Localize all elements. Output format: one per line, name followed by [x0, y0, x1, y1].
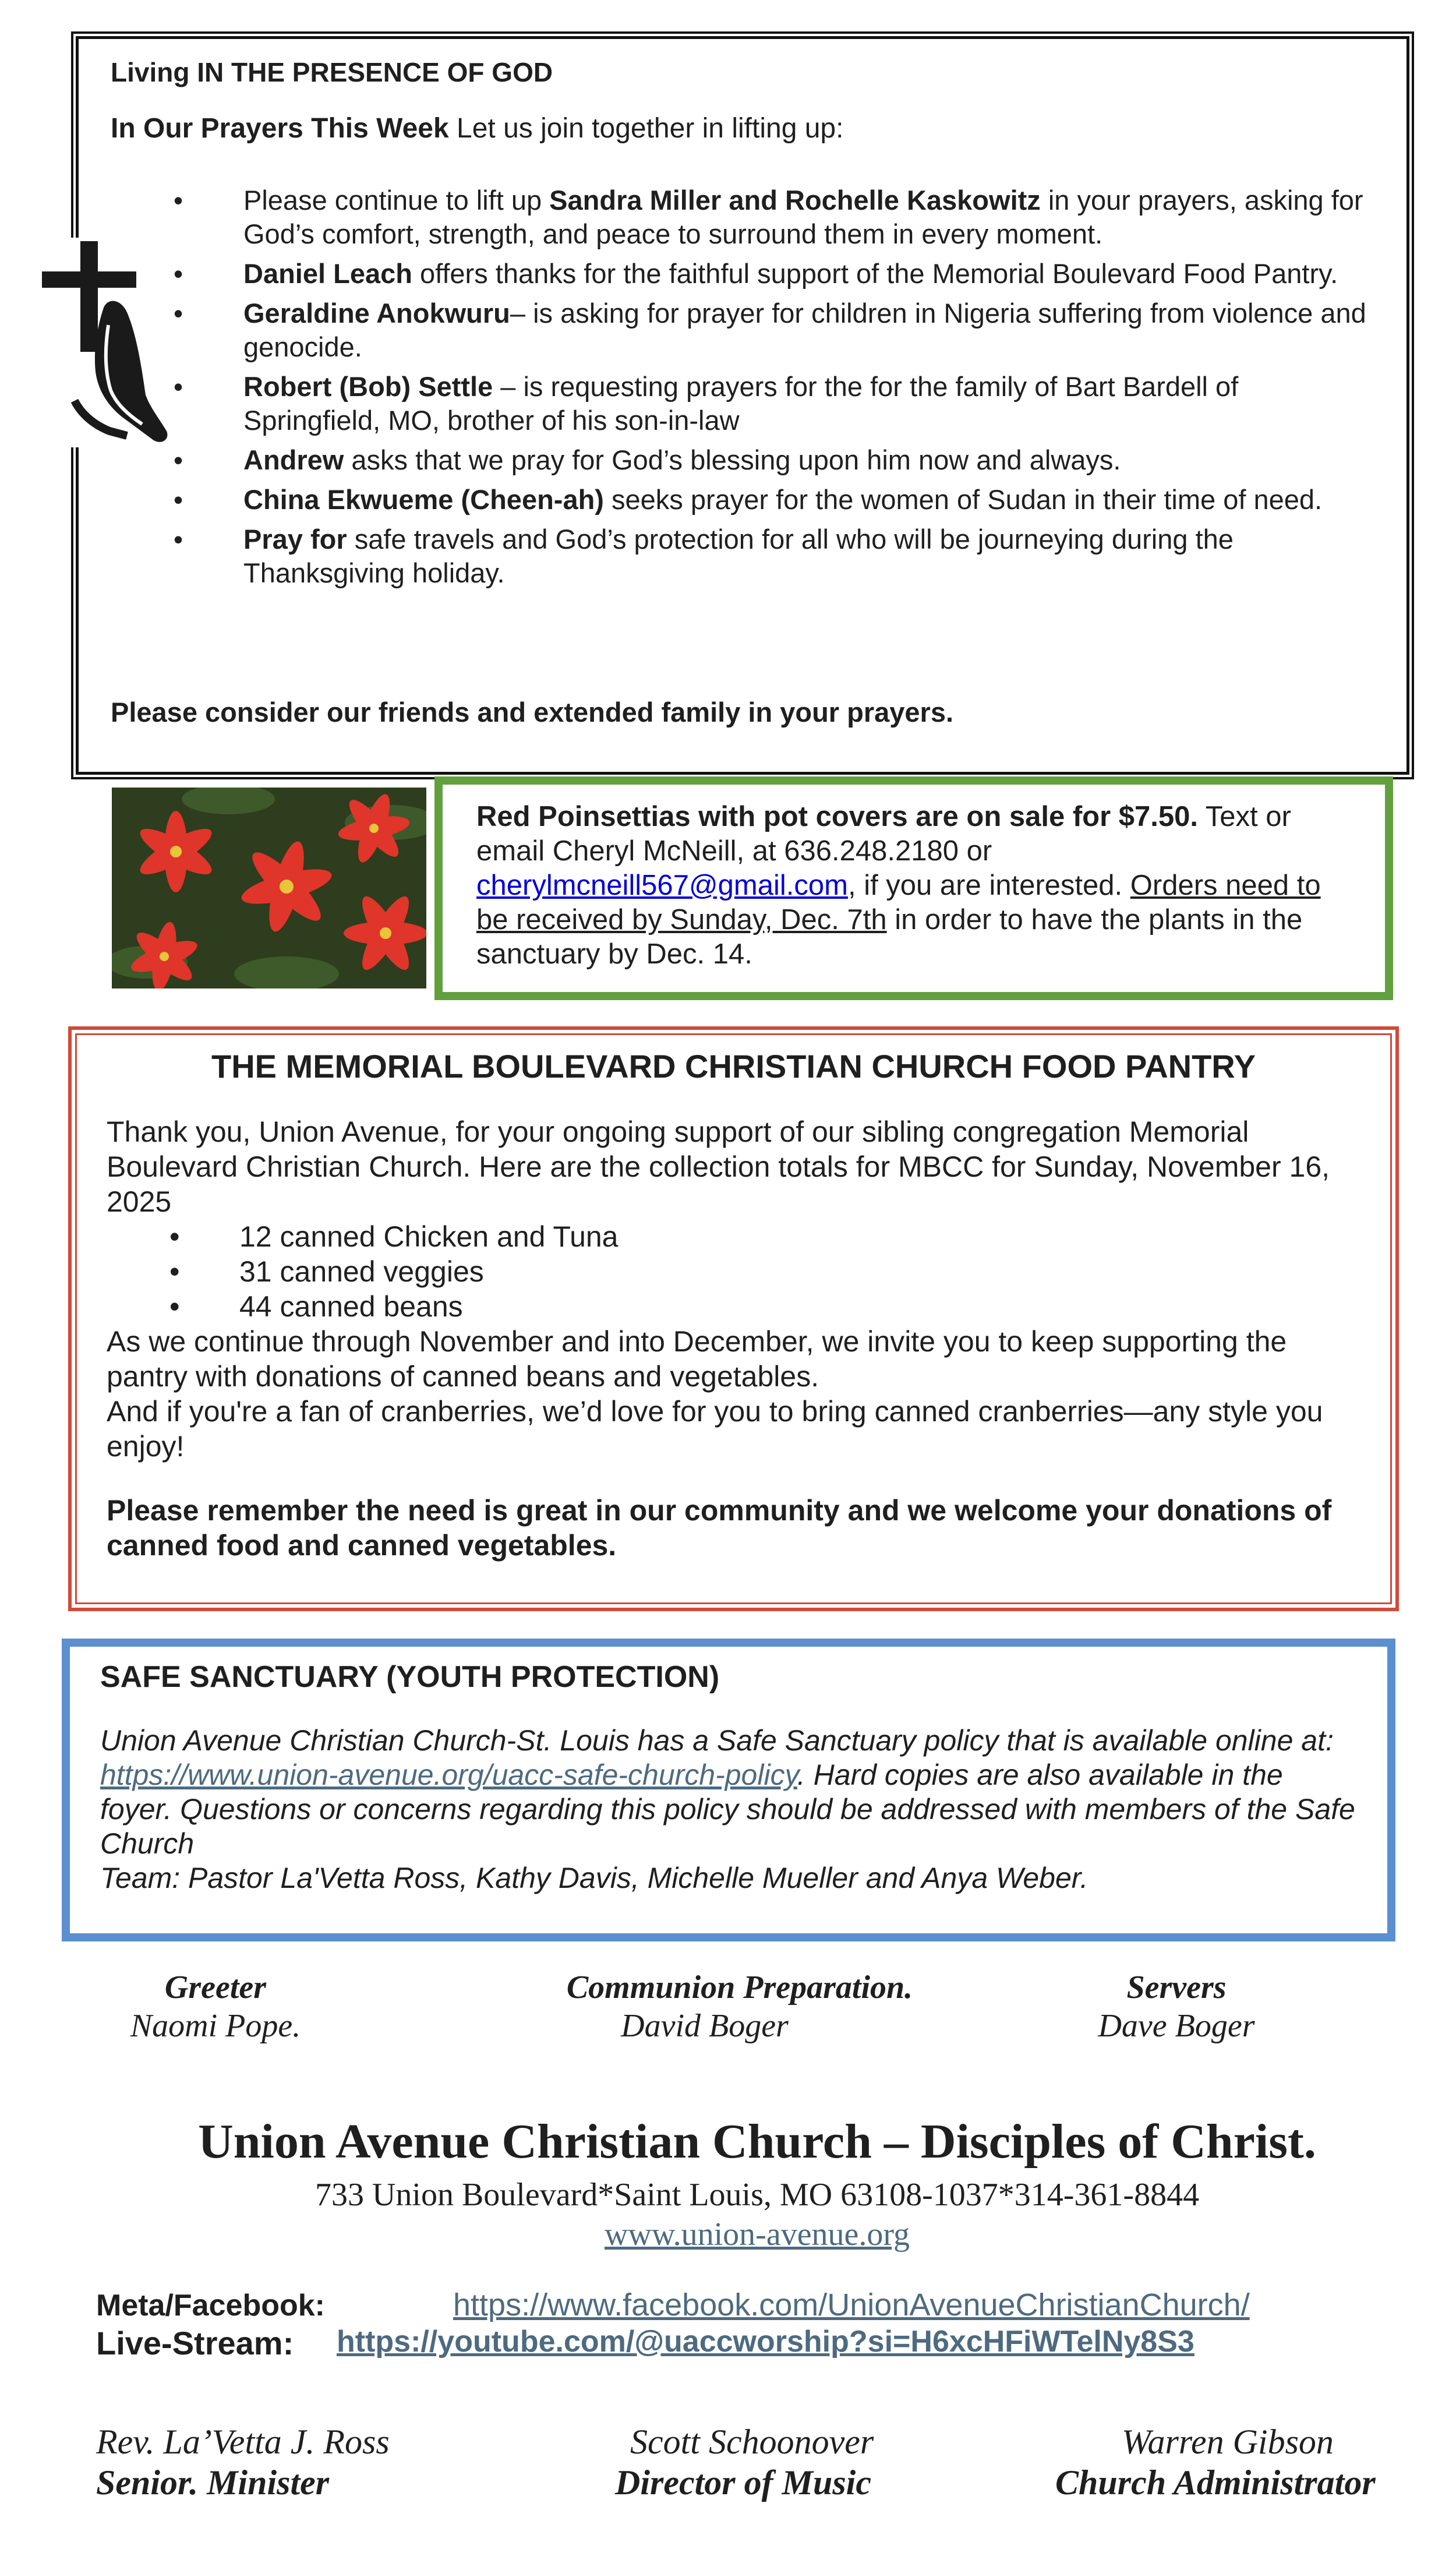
livestream-label: Live-Stream:: [96, 2325, 294, 2361]
facebook-link[interactable]: https://www.facebook.com/UnionAvenueChristianChurch/: [453, 2287, 1250, 2322]
prayer-list: [111, 183, 1374, 590]
facebook-label: Meta/Facebook:: [96, 2289, 325, 2322]
safe-church-team: Team: Pastor La'Vetta Ross, Kathy Davis, Michelle Mueller and Anya Weber.: [100, 1862, 1089, 1894]
staff-name: Scott Schoonover: [630, 2423, 874, 2461]
church-name: Union Avenue Christian Church – Disciples of Christ.: [198, 2114, 1316, 2169]
prayer-item: • Robert (Bob) Settle – is requesting prayers for the for the family of Bart Bardell of Springfield, MO, brother of his son-in-law: [243, 370, 1374, 437]
volunteer-role: Servers: [1126, 1969, 1227, 2006]
prayer-item: • Please continue to lift up Sandra Miller and Rochelle Kaskowitz in your prayers, asking for God’s comfort, strength, and peace to surround them in every moment.: [243, 183, 1374, 251]
staff-title: Director of Music: [615, 2463, 871, 2502]
volunteer-name: David Boger: [621, 2008, 789, 2044]
volunteer-name: Dave Boger: [1098, 2008, 1255, 2044]
pantry-list: [107, 1219, 1360, 1324]
prayers-section: [76, 36, 1409, 775]
safe-sanctuary-section: [62, 1639, 1395, 1941]
prayer-item: • Andrew asks that we pray for God’s blessing upon him now and always.: [243, 443, 1374, 477]
prayers-footer: Please consider our friends and extended family in your prayers.: [111, 697, 954, 728]
poinsettia-image: [112, 788, 426, 988]
staff-name: Rev. La’Vetta J. Ross: [96, 2423, 390, 2461]
food-pantry-section: [68, 1026, 1399, 1611]
prayer-item: • Daniel Leach offers thanks for the faithful support of the Memorial Boulevard Food Pantry.: [243, 257, 1374, 291]
volunteer-role: Greeter: [164, 1969, 267, 2006]
cross-praying-hands-icon: [40, 238, 174, 447]
livestream-link[interactable]: https://youtube.com/@uaccworship?si=H6xcHFiWTelNy8S3: [337, 2325, 1195, 2359]
policy-link[interactable]: https://www.union-avenue.org/uacc-safe-church-policy: [100, 1759, 797, 1791]
poinsettia-sale-box: [434, 776, 1393, 1000]
staff-name: Warren Gibson: [1122, 2423, 1334, 2461]
pantry-paragraph: And if you're a fan of cranberries, we’d love for you to bring canned cranberries—any style you enjoy!: [107, 1395, 1323, 1463]
pantry-appeal: Please remember the need is great in our community and we welcome your donations of canned food and canned vegetables.: [107, 1494, 1332, 1562]
pantry-title: THE MEMORIAL BOULEVARD CHRISTIAN CHURCH FOOD PANTRY: [211, 1048, 1256, 1085]
pantry-intro: Thank you, Union Avenue, for your ongoing support of our sibling congregation Memorial Boulevard Christian Church. Here are the collection totals for MBCC for Sunday, November 16, 2025: [107, 1115, 1330, 1218]
prayer-item: • Pray for safe travels and God’s protection for all who will be journeying during the Thanksgiving holiday.: [243, 522, 1374, 590]
staff-title: Church Administrator: [1055, 2463, 1376, 2502]
prayers-intro: In Our Prayers This Week Let us join together in lifting up:: [111, 113, 844, 144]
volunteer-name: Naomi Pope.: [130, 2008, 301, 2044]
safe-sanctuary-text: Union Avenue Christian Church-St. Louis has a Safe Sanctuary policy that is available online at: https://www.union-avenue.org/uacc-safe-church-policy. Hard copies are also available in the foyer. Questions or concerns regarding this policy should be addressed with members of the Safe Church: [100, 1724, 1355, 1860]
safe-sanctuary-title: SAFE SANCTUARY (YOUTH PROTECTION): [100, 1660, 720, 1694]
poinsettia-text: Red Poinsettias with pot covers are on sale for $7.50. Text or email Cheryl McNeill, at 636.248.2180 or cherylmcneill567@gmail.com, if you are interested. Orders need to be received by Sunday, Dec. 7th in order to have the plants in the sanctuary by Dec. 14.: [476, 801, 1321, 970]
prayer-item: • Geraldine Anokwuru– is asking for prayer for children in Nigeria suffering from violence and genocide.: [243, 296, 1374, 364]
pantry-item: • 31 canned veggies: [239, 1254, 1360, 1289]
volunteer-role: Communion Preparation.: [566, 1969, 913, 2006]
pantry-item: • 44 canned beans: [239, 1289, 1360, 1324]
prayers-heading: Living IN THE PRESENCE OF GOD: [111, 57, 553, 87]
pantry-paragraph: As we continue through November and into December, we invite you to keep supporting the pantry with donations of canned beans and vegetables.: [107, 1325, 1287, 1393]
church-address: 733 Union Boulevard*Saint Louis, MO 63108-1037*314-361-8844: [314, 2177, 1200, 2213]
email-link[interactable]: cherylmcneill567@gmail.com: [476, 870, 848, 901]
church-website-link[interactable]: www.union-avenue.org: [604, 2216, 910, 2253]
staff-title: Senior. Minister: [96, 2463, 330, 2502]
prayer-item: • China Ekwueme (Cheen-ah) seeks prayer for the women of Sudan in their time of need.: [243, 483, 1374, 517]
pantry-item: • 12 canned Chicken and Tuna: [239, 1219, 1360, 1254]
